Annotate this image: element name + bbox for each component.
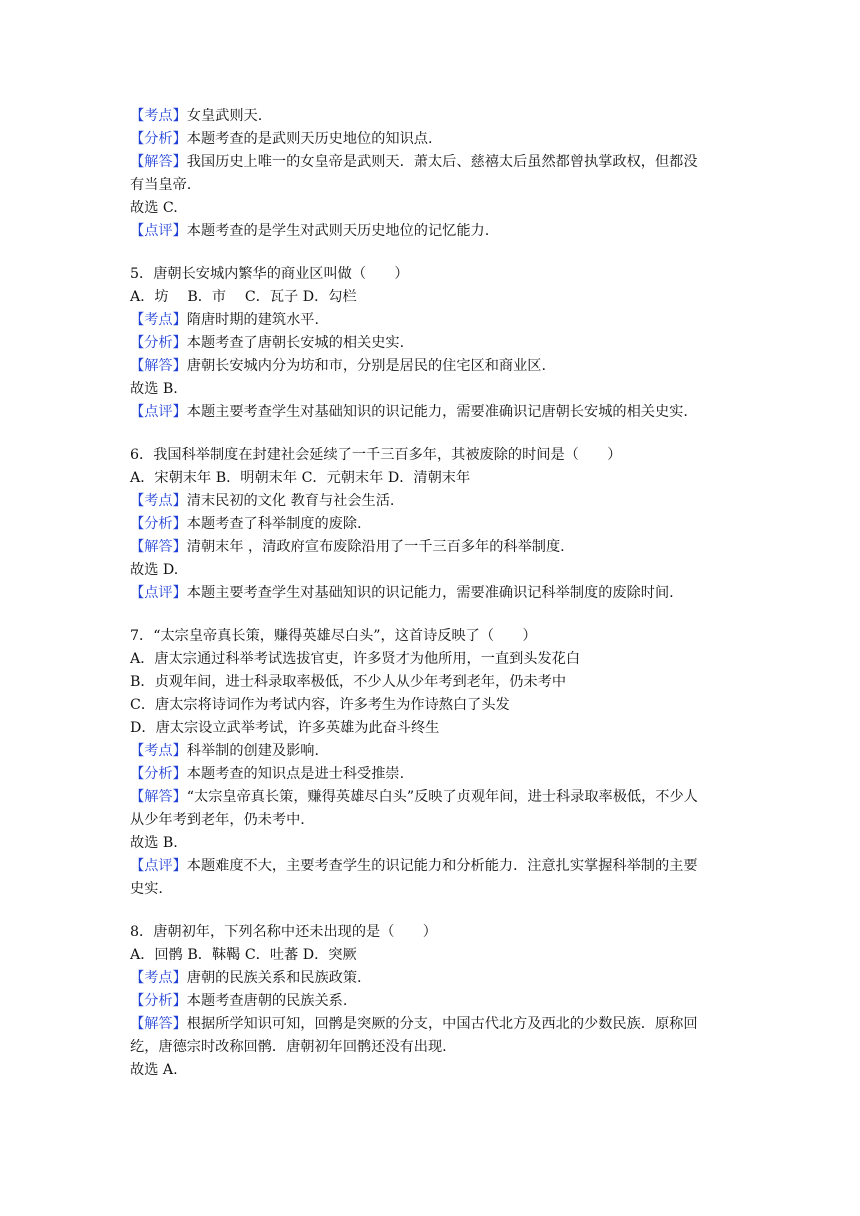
dianping-tag: 【点评】	[130, 404, 187, 420]
q6-dianping: 【点评】本题主要考查学生对基础知识的识记能力，需要准确识记科举制度的废除时间.	[130, 585, 674, 601]
q6-options: A．宋朝末年 B．明朝末年 C．元朝末年 D．清朝末年	[130, 470, 471, 486]
dianping-tag: 【点评】	[130, 585, 187, 601]
q6-fenxi: 【分析】本题考查了科举制度的废除.	[130, 516, 362, 532]
q4-fenxi: 【分析】本题考查的是武则天历史地位的知识点.	[130, 131, 433, 147]
q7-dianping-cont: 史实.	[130, 881, 163, 897]
dianping-tag: 【点评】	[130, 858, 187, 874]
q8-answer: 故选 A.	[130, 1062, 178, 1078]
kaodian-tag: 【考点】	[130, 970, 187, 986]
q6-stem: 6．我国科举制度在封建社会延续了一千三百多年，其被废除的时间是（ ）	[130, 447, 622, 463]
q8-options: A．回鹘 B．靺鞨 C．吐蕃 D．突厥	[130, 947, 357, 963]
fenxi-tag: 【分析】	[130, 516, 187, 532]
q5-kaodian: 【考点】隋唐时期的建筑水平.	[130, 312, 319, 328]
q8-fenxi: 【分析】本题考查唐朝的民族关系.	[130, 993, 348, 1009]
q5-fenxi: 【分析】本题考查了唐朝长安城的相关史实.	[130, 335, 405, 351]
q6-jieda: 【解答】清朝末年 ，清政府宣布废除沿用了一千三百多年的科举制度.	[130, 539, 565, 555]
jieda-tag: 【解答】	[130, 358, 187, 374]
q7-option-b: B．贞观年间，进士科录取率极低，不少人从少年考到老年，仍未考中	[130, 674, 567, 690]
fenxi-tag: 【分析】	[130, 335, 187, 351]
jieda-tag: 【解答】	[130, 789, 187, 805]
jieda-tag: 【解答】	[130, 539, 187, 555]
q7-jieda-cont: 从少年考到老年，仍未考中.	[130, 812, 305, 828]
q7-dianping: 【点评】本题难度不大，主要考查学生的识记能力和分析能力．注意扎实掌握科举制的主要	[130, 858, 698, 874]
q4-kaodian: 【考点】女皇武则天.	[130, 108, 263, 124]
q7-jieda: 【解答】“太宗皇帝真长策，赚得英雄尽白头”反映了贞观年间，进士科录取率极低，不少人	[130, 789, 698, 805]
q5-dianping: 【点评】本题主要考查学生对基础知识的识记能力，需要准确识记唐朝长安城的相关史实.	[130, 404, 688, 420]
kaodian-tag: 【考点】	[130, 743, 187, 759]
q7-option-d: D．唐太宗设立武举考试，许多英雄为此奋斗终生	[130, 720, 440, 736]
q4-dianping: 【点评】本题考查的是学生对武则天历史地位的记忆能力.	[130, 223, 490, 239]
jieda-tag: 【解答】	[130, 1016, 187, 1032]
kaodian-tag: 【考点】	[130, 312, 187, 328]
q5-options: A．坊 B．市 C．瓦子 D．勾栏	[130, 289, 357, 305]
q8-jieda: 【解答】根据所学知识可知，回鹘是突厥的分支，中国古代北方及西北的少数民族．原称回	[130, 1016, 698, 1032]
fenxi-tag: 【分析】	[130, 766, 187, 782]
fenxi-tag: 【分析】	[130, 993, 187, 1009]
q7-option-c: C．唐太宗将诗词作为考试内容，许多考生为作诗熬白了头发	[130, 697, 510, 713]
q7-fenxi: 【分析】本题考查的知识点是进士科受推崇.	[130, 766, 405, 782]
q5-stem: 5．唐朝长安城内繁华的商业区叫做（ ）	[130, 266, 409, 282]
q4-answer: 故选 C.	[130, 200, 178, 216]
q8-stem: 8．唐朝初年，下列名称中还未出现的是（ ）	[130, 924, 437, 940]
q4-jieda-cont: 有当皇帝.	[130, 177, 192, 193]
q7-stem: 7．“太宗皇帝真长策，赚得英雄尽白头”，这首诗反映了（ ）	[130, 628, 537, 644]
q5-answer: 故选 B.	[130, 381, 178, 397]
q6-answer: 故选 D.	[130, 562, 179, 578]
q6-kaodian: 【考点】清末民初的文化 教育与社会生活.	[130, 493, 395, 509]
q4-jieda: 【解答】我国历史上唯一的女皇帝是武则天．萧太后、慈禧太后虽然都曾执掌政权，但都没	[130, 154, 698, 170]
kaodian-tag: 【考点】	[130, 108, 187, 124]
kaodian-tag: 【考点】	[130, 493, 187, 509]
fenxi-tag: 【分析】	[130, 131, 187, 147]
q8-kaodian: 【考点】唐朝的民族关系和民族政策.	[130, 970, 362, 986]
q5-jieda: 【解答】唐朝长安城内分为坊和市，分别是居民的住宅区和商业区.	[130, 358, 546, 374]
q7-answer: 故选 B.	[130, 835, 178, 851]
dianping-tag: 【点评】	[130, 223, 187, 239]
q7-kaodian: 【考点】科举制的创建及影响.	[130, 743, 319, 759]
q8-jieda-cont: 纥，唐德宗时改称回鹘．唐朝初年回鹘还没有出现.	[130, 1039, 447, 1055]
jieda-tag: 【解答】	[130, 154, 187, 170]
q7-option-a: A．唐太宗通过科举考试选拔官吏，许多贤才为他所用，一直到头发花白	[130, 651, 581, 667]
